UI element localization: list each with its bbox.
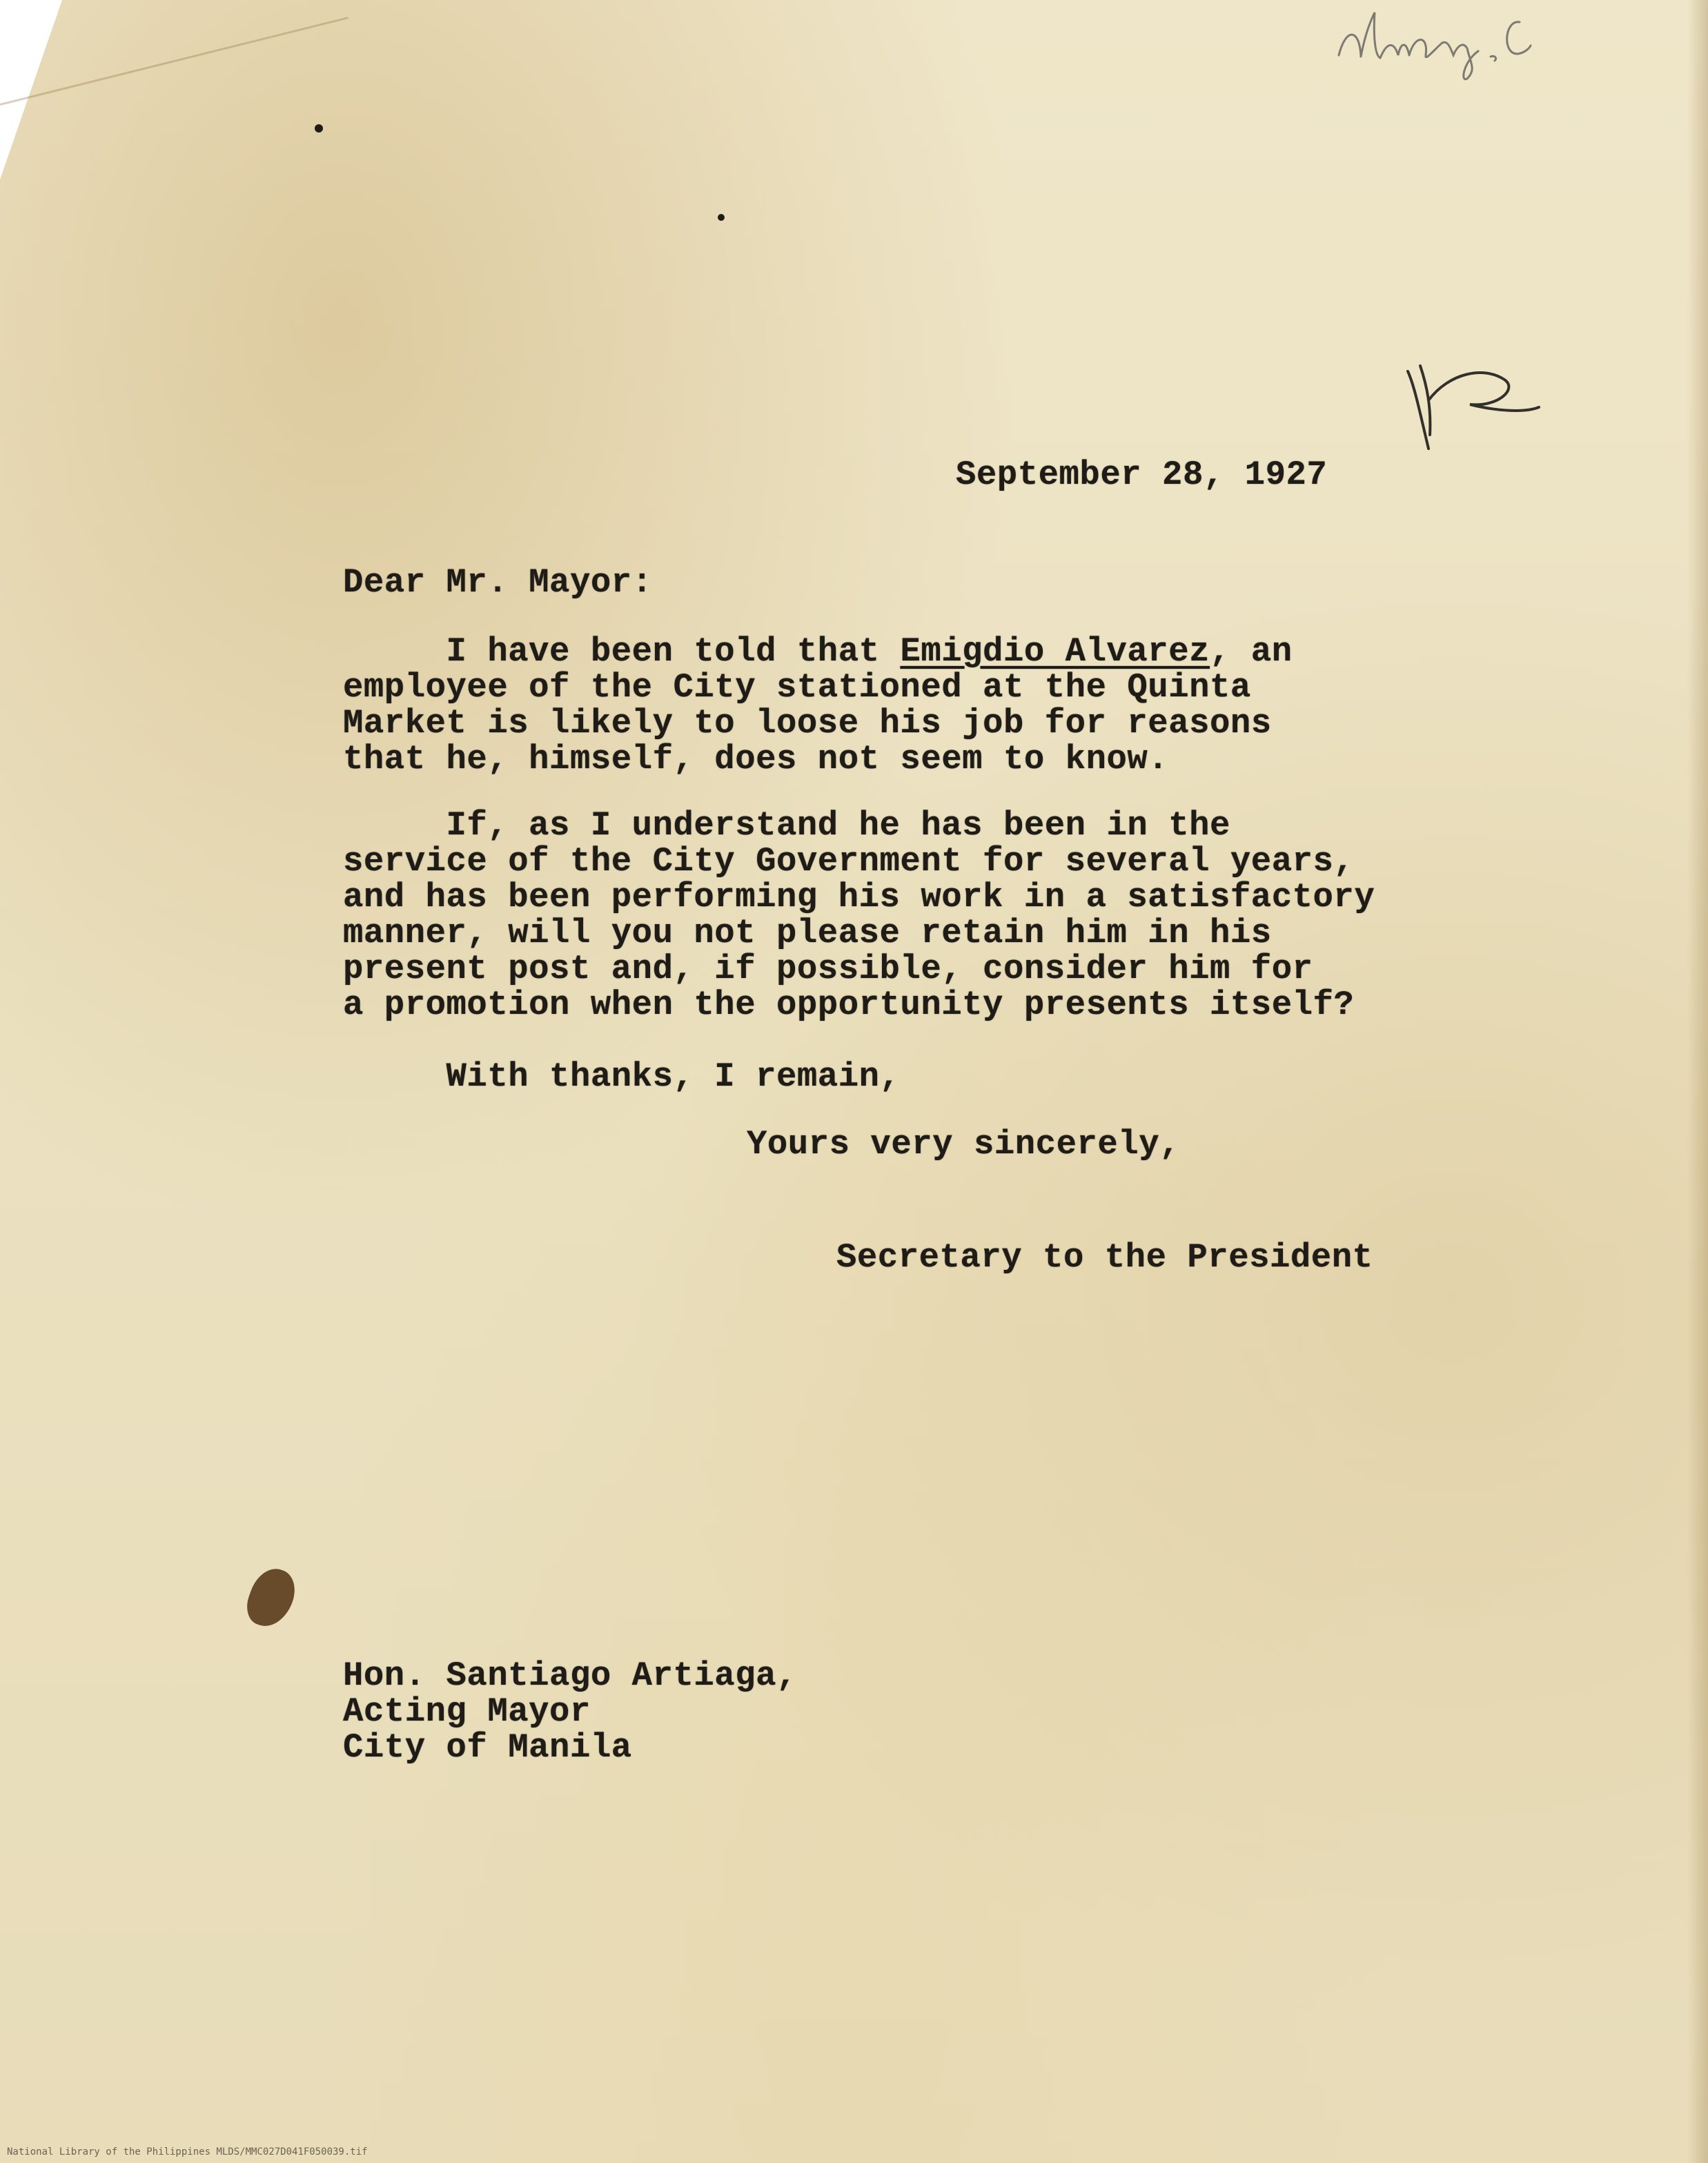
paper-edge-shading <box>1687 0 1708 2163</box>
addressee-position: Acting Mayor <box>343 1692 591 1731</box>
employee-name: Emigdio Alvarez <box>900 632 1210 671</box>
ink-speck <box>718 214 725 221</box>
addressee-name: Hon. Santiago Artiaga, <box>343 1656 797 1695</box>
paragraph-2: If, as I understand he has been in the service of the City Government for several years, and has been performing his work in a satisfactory manner, will you not please retain him in his present post and, if possible, consider him for a promotion when the opportunity presents itself? <box>343 806 1375 1024</box>
ink-speck <box>315 124 323 133</box>
paragraph-1 <box>343 634 1293 777</box>
paragraph-1-lead: I have been told that <box>343 632 901 671</box>
handwritten-initial-mark <box>1401 359 1546 456</box>
thanks-line: With thanks, I remain, <box>343 1057 901 1096</box>
complimentary-closing: Yours very sincerely, <box>747 1125 1181 1164</box>
handwritten-filing-note <box>1332 7 1567 83</box>
archive-footer-stamp: National Library of the Philippines MLDS/MMC027D041F050039.tif <box>7 2146 368 2157</box>
signature-title: Secretary to the President <box>836 1238 1373 1277</box>
paragraph-1-lead-end: , an <box>1210 632 1293 671</box>
letter-date: September 28, 1927 <box>956 456 1328 494</box>
salutation: Dear Mr. Mayor: <box>343 563 653 602</box>
paragraph-1-body: employee of the City stationed at the Quinta Market is likely to loose his job for reasons that he, himself, does not seem to know. <box>343 668 1272 779</box>
addressee-block <box>343 1658 797 1765</box>
addressee-city: City of Manila <box>343 1728 632 1767</box>
ink-stain <box>241 1563 302 1633</box>
